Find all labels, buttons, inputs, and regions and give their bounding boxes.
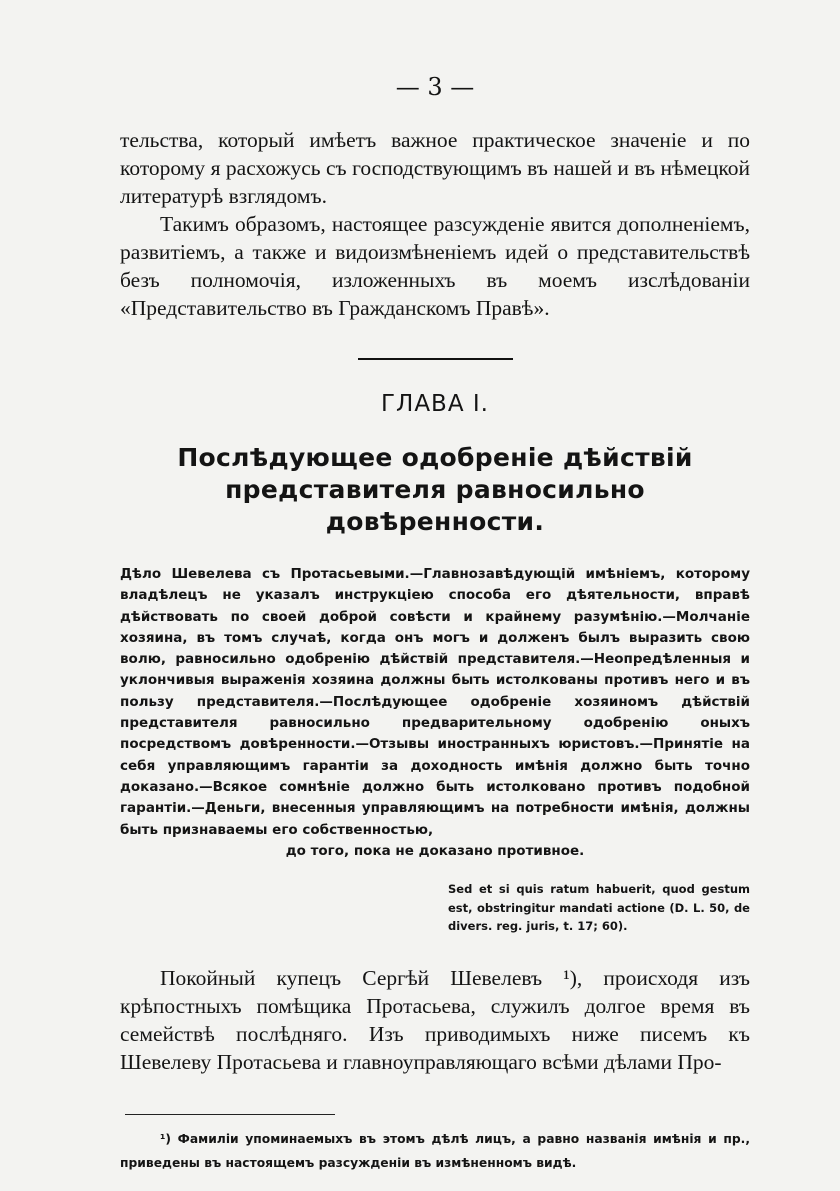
page-number: — 3 —: [395, 73, 475, 101]
section-divider: [358, 358, 513, 360]
chapter-heading: ГЛАВА I.: [381, 391, 489, 417]
intro-paragraph-continued: тельства, который имѣетъ важное практическое значеніе и по которому я расхожусь съ господствующимъ въ нашей и въ нѣмецкой литературѣ взглядомъ.: [120, 128, 750, 208]
footnote: ¹) Фамиліи упоминаемыхъ въ этомъ дѣлѣ лицъ, а равно названія имѣнія и пр., приведены въ настоящемъ разсужденіи въ измѣненномъ видѣ.: [120, 1131, 750, 1170]
chapter-summary-last-line: до того, пока не доказано противное.: [285, 842, 585, 859]
intro-paragraph-second: Такимъ образомъ, настоящее разсужденіе явится дополненіемъ, развитіемъ, а также и видоизмѣненіемъ идей о представительствѣ безъ полномочія, изложенныхъ въ моемъ изслѣдованіи «Представительство въ Гражданскомъ Правѣ».: [120, 212, 750, 320]
chapter-subtitle: Послѣдующее одобреніе дѣйствій представителя равносильно довѣренности.: [177, 443, 693, 536]
chapter-summary: Дѣло Шевелева съ Протасьевыми.—Главнозавѣдующій имѣніемъ, которому владѣлецъ не указалъ инструкціею способа его дѣятельности, вправѣ дѣйствовать по своей доброй совѣсти и крайнему разумѣнію.—Молчаніе хозяина, въ томъ случаѣ, когда онъ могъ и долженъ былъ выразить свою волю, равносильно одобренію дѣйствій представителя.—Неопредѣленныя и уклончивыя выраженія хозяина должны быть истолкованы противъ него и въ пользу представителя.—Послѣдующее одобреніе хозяиномъ дѣйствій представителя равносильно предварительному одобренію оныхъ посредствомъ довѣренности.—Отзывы иностранныхъ юристовъ.—Принятіе на себя управляющимъ гарантіи за доходность имѣнія должно быть точно доказано.—Всякое сомнѣніе должно быть истолковано противъ подобной гарантіи.—Деньги, внесенныя управляющимъ на потребности имѣнія, должны быть признаваемы его собственностью,: [120, 566, 750, 838]
footnote-divider: [125, 1114, 335, 1115]
document-page: [120, 72, 750, 1175]
latin-epigraph: Sed et si quis ratum habuerit, quod gestum est, obstringitur mandati actione (D. L. 50, de divers. reg. juris, t. 17; 60).: [448, 882, 750, 934]
main-paragraph: Покойный купецъ Сергѣй Шевелевъ ¹), происходя изъ крѣпостныхъ помѣщика Протасьева, служилъ долгое время въ семействѣ послѣдняго. Изъ приводимыхъ ниже писемъ къ Шевелеву Протасьева и главноуправляющаго всѣми дѣлами Про-: [120, 965, 750, 1074]
